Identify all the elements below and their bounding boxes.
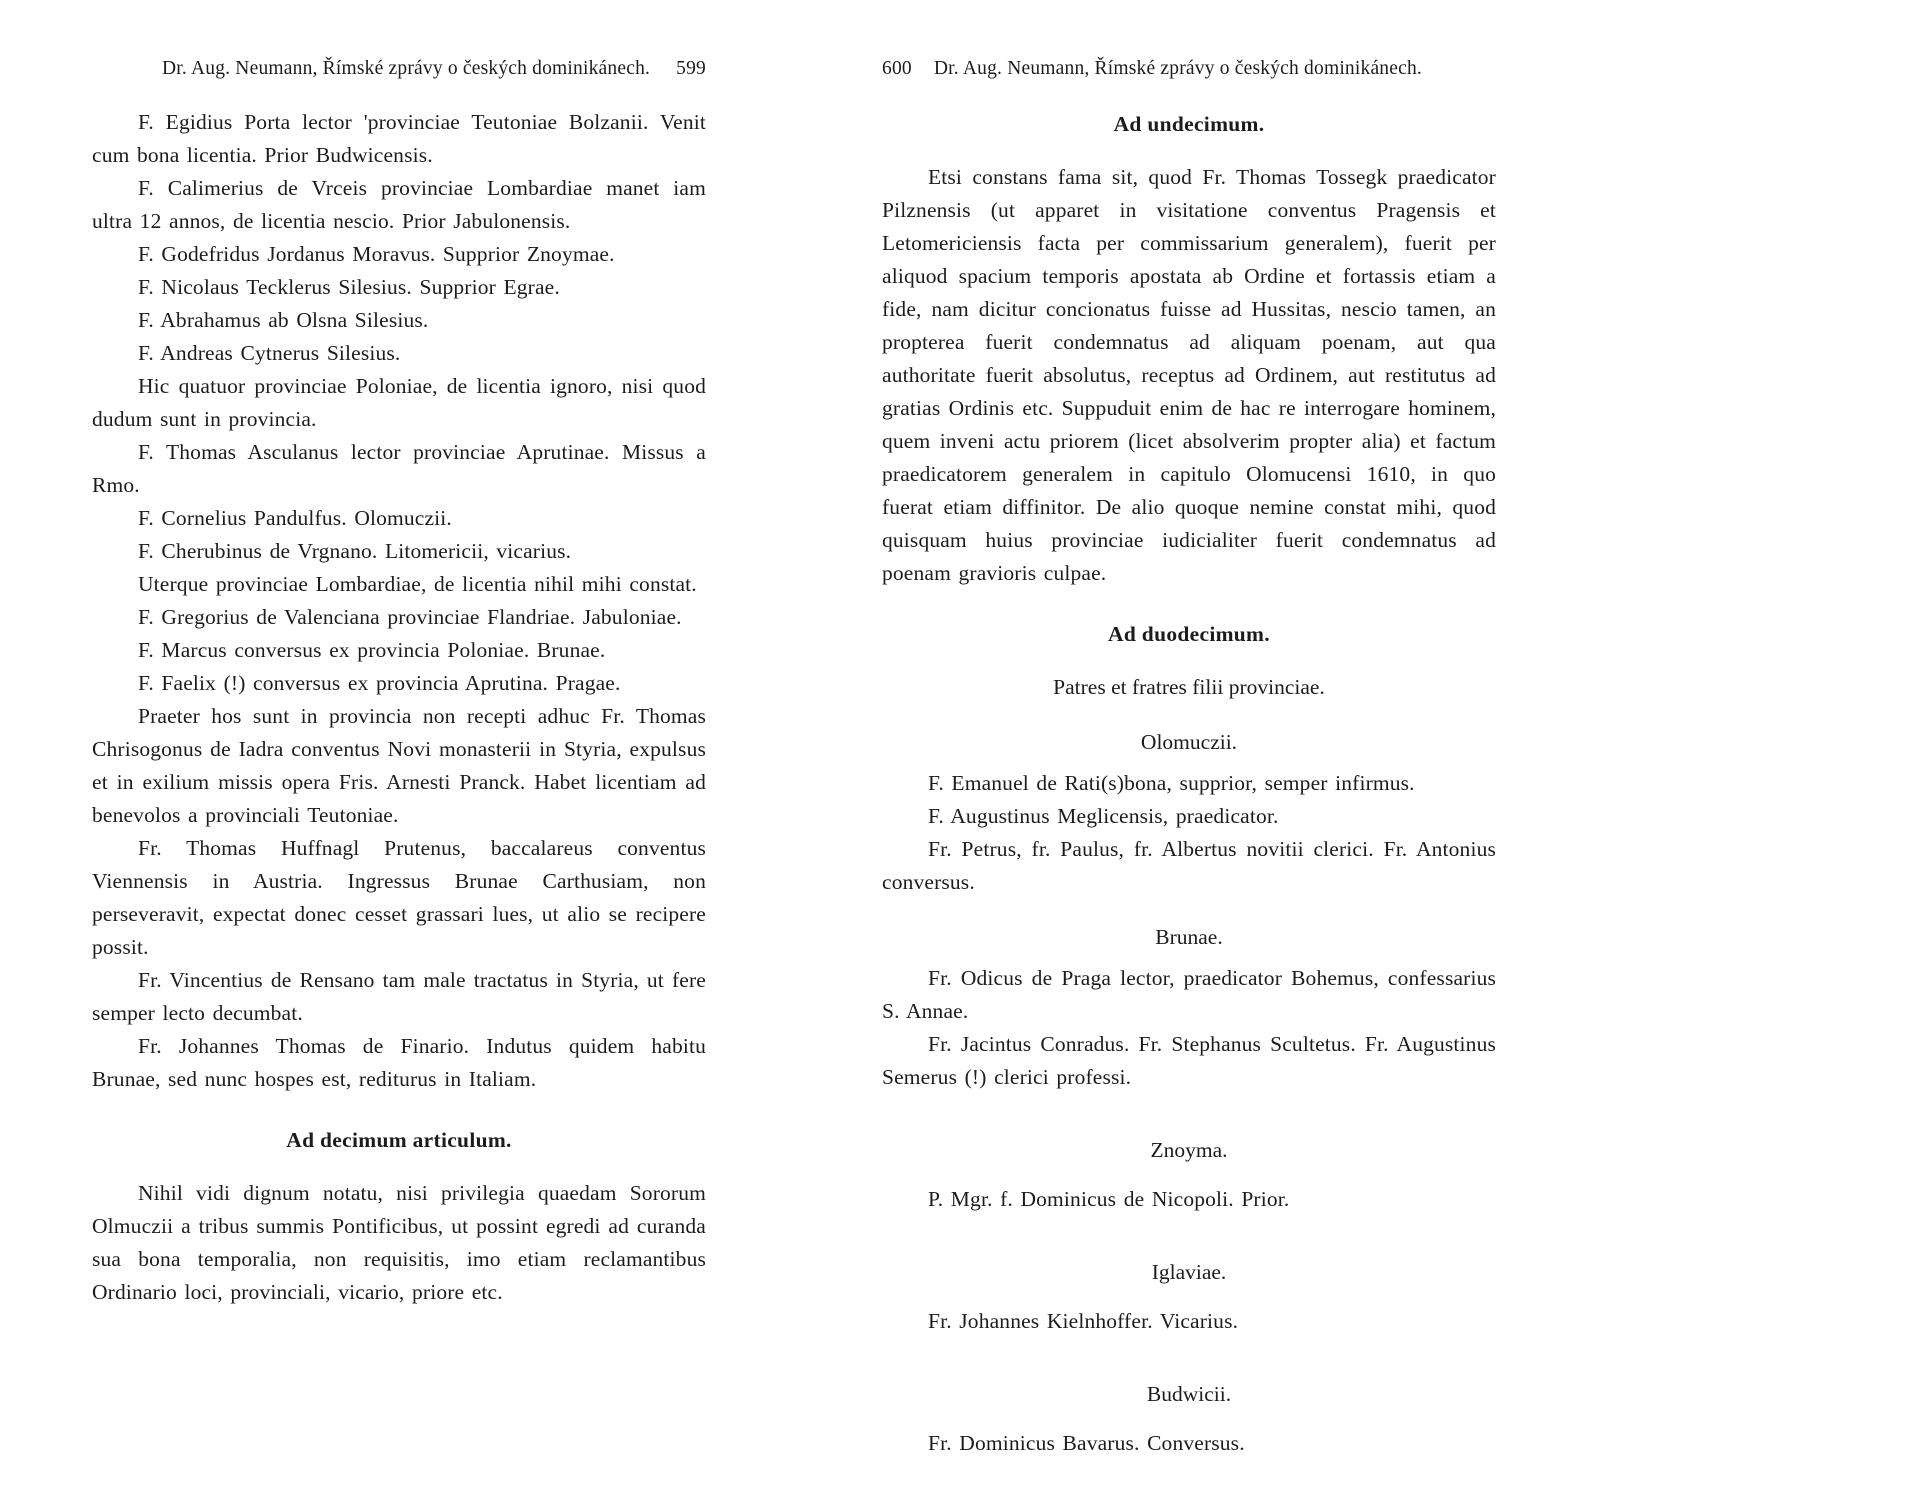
paragraph: Nihil vidi dignum notatu, nisi privilegia quaedam Sororum Olmuczii a tribus summis Pontificibus, ut possint egredi ad curanda sua bona temporalia, non requisitis, imo etiam reclamantibus Ordinario loci, provinciali, vicario, priore etc.	[92, 1181, 706, 1304]
place-heading-znoyma: Znoyma.	[1150, 1138, 1228, 1162]
paragraph: F. Cornelius Pandulfus. Olomuczii.	[138, 506, 452, 530]
paragraph: Fr. Johannes Kielnhoffer. Vicarius.	[928, 1309, 1239, 1333]
paragraph: F. Augustinus Meglicensis, praedicator.	[928, 804, 1279, 828]
paragraph: F. Godefridus Jordanus Moravus. Supprior Znoymae.	[138, 242, 615, 266]
section-heading-ad-decimum: Ad decimum articulum.	[286, 1128, 512, 1152]
page-right	[882, 58, 1496, 1460]
running-title-left: Dr. Aug. Neumann, Římské zprávy o českých dominikánech.	[162, 58, 651, 79]
paragraph: Fr. Vincentius de Rensano tam male tractatus in Styria, ut fere semper lecto decumbat.	[92, 968, 706, 1025]
paragraph: Uterque provinciae Lombardiae, de licentia nihil mihi constat.	[138, 572, 697, 596]
paragraph: F. Calimerius de Vrceis provinciae Lombardiae manet iam ultra 12 annos, de licentia nescio. Prior Jabulonensis.	[92, 176, 706, 233]
paragraph: Fr. Petrus, fr. Paulus, fr. Albertus novitii clerici. Fr. Antonius conversus.	[882, 837, 1496, 894]
section-heading-ad-undecimum: Ad undecimum.	[1113, 112, 1265, 136]
place-heading-brunae: Brunae.	[1155, 925, 1223, 949]
running-title-right: Dr. Aug. Neumann, Římské zprávy o českých dominikánech.	[933, 58, 1422, 79]
paragraph: F. Nicolaus Tecklerus Silesius. Supprior Egrae.	[138, 275, 560, 299]
paragraph: F. Andreas Cytnerus Silesius.	[138, 341, 401, 365]
paragraph: Praeter hos sunt in provincia non recepti adhuc Fr. Thomas Chrisogonus de Iadra conventus Novi monasterii in Styria, expulsus et in exilium missis opera Fris. Arnesti Pranck. Habet licentiam ad benevolos a provinciali Teutoniae.	[92, 704, 706, 827]
paragraph: F. Gregorius de Valenciana provinciae Flandriae. Jabuloniae.	[138, 605, 682, 629]
paragraph: F. Marcus conversus ex provincia Poloniae. Brunae.	[138, 638, 606, 662]
page-number-right: 600	[882, 58, 912, 79]
page-header-right	[882, 58, 1496, 80]
place-heading-olomuczii: Olomuczii.	[1140, 730, 1238, 754]
paragraph: Fr. Odicus de Praga lector, praedicator Bohemus, confessarius S. Annae.	[882, 966, 1496, 1023]
paragraph: Hic quatuor provinciae Poloniae, de licentia ignoro, nisi quod dudum sunt in provincia.	[92, 374, 706, 431]
place-heading-budwicii: Budwicii.	[1146, 1382, 1232, 1406]
page-header-left	[92, 58, 706, 80]
paragraph: Fr. Jacintus Conradus. Fr. Stephanus Scultetus. Fr. Augustinus Semerus (!) clerici professi.	[882, 1032, 1496, 1089]
section-heading-ad-duodecimum: Ad duodecimum.	[1108, 622, 1270, 646]
paragraph: F. Faelix (!) conversus ex provincia Aprutina. Pragae.	[138, 671, 621, 695]
section-subtitle: Patres et fratres filii provinciae.	[1053, 675, 1325, 699]
paragraph: F. Emanuel de Rati(s)bona, supprior, semper infirmus.	[928, 771, 1415, 795]
paragraph: Fr. Dominicus Bavarus. Conversus.	[928, 1431, 1245, 1455]
place-heading-iglaviae: Iglaviae.	[1151, 1260, 1227, 1284]
page-number-left: 599	[676, 58, 706, 79]
page-left	[92, 58, 706, 1460]
paragraph: P. Mgr. f. Dominicus de Nicopoli. Prior.	[928, 1187, 1290, 1211]
paragraph: F. Abrahamus ab Olsna Silesius.	[138, 308, 429, 332]
paragraph: F. Egidius Porta lector 'provinciae Teutoniae Bolzanii. Venit cum bona licentia. Prior Budwicensis.	[92, 110, 706, 167]
paragraph: Fr. Johannes Thomas de Finario. Indutus quidem habitu Brunae, sed nunc hospes est, rediturus in Italiam.	[92, 1034, 706, 1091]
paragraph: F. Thomas Asculanus lector provinciae Aprutinae. Missus a Rmo.	[92, 440, 706, 497]
paragraph: Etsi constans fama sit, quod Fr. Thomas Tossegk praedicator Pilznensis (ut apparet in visitatione conventus Pragensis et Letomericiensis facta per commissarium generalem), fuerit per aliquod spacium temporis apostata ab Ordine et fortassis etiam a fide, nam dicitur concionatus fuisse ad Hussitas, nescio tamen, an propterea fuerit condemnatus ad aliquam poenam, aut qua authoritate fuerit absolutus, receptus ad Ordinem, aut restitutus ad gratias Ordinis etc. Suppuduit enim de hac re interrogare hominem, quem inveni actu priorem (licet absolverim propter alia) et factum praedicatorem generalem in capitulo Olomucensi 1610, in quo fuerat etiam diffinitor. De alio quoque nemine constat mihi, quod quisquam huius provinciae iudicialiter fuerit condemnatus ad poenam gravioris culpae.	[882, 165, 1496, 585]
paragraph: Fr. Thomas Huffnagl Prutenus, baccalareus conventus Viennensis in Austria. Ingressus Brunae Carthusiam, non perseveravit, expectat donec cesset grassari lues, ut alio se recipere possit.	[92, 836, 706, 959]
paragraph: F. Cherubinus de Vrgnano. Litomericii, vicarius.	[138, 539, 572, 563]
